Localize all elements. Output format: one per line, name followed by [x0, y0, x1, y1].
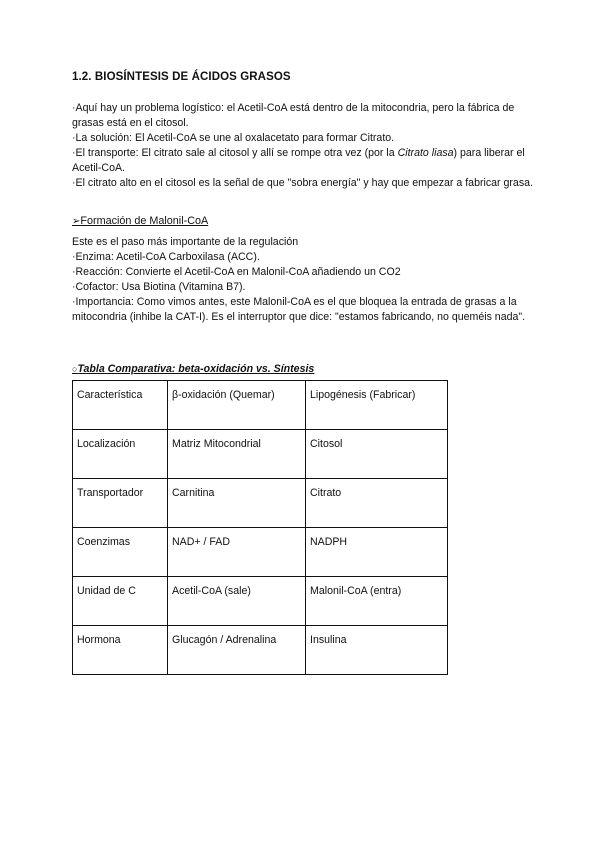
table-cell: Lipogénesis (Fabricar): [306, 381, 448, 430]
table-cell: Transportador: [73, 479, 168, 528]
malonil-line: Este es el paso más importante de la regulación: [72, 236, 299, 248]
malonil-line: ·Reacción: Convierte el Acetil-CoA en Malonil-CoA añadiendo un CO2: [72, 266, 401, 278]
malonil-line: ·Enzima: Acetil-CoA Carboxilasa (ACC).: [72, 251, 260, 263]
table-cell: Hormona: [73, 626, 168, 675]
intro-line: ·Aquí hay un problema logístico: el Acetil-CoA está dentro de la mitocondria, pero la fábrica de grasas está en el citosol.: [72, 102, 515, 129]
table-title-text: Tabla Comparativa: beta-oxidación vs. Síntesis: [77, 363, 315, 375]
intro-line: ·La solución: El Acetil-CoA se une al oxalacetato para formar Citrato.: [72, 132, 395, 144]
table-cell: Glucagón / Adrenalina: [168, 626, 306, 675]
malonil-line: ·Importancia: Como vimos antes, este Malonil-CoA es el que bloquea la entrada de grasas a la mitocondria (inhibe la CAT-I). Es el interruptor que dice: "estamos fabricando, no queméis nada".: [72, 296, 526, 323]
table-cell: Característica: [73, 381, 168, 430]
table-cell: Citrato: [306, 479, 448, 528]
table-cell: Coenzimas: [73, 528, 168, 577]
intro-line: ·El citrato alto en el citosol es la señal de que "sobra energía" y hay que empezar a fabricar grasa.: [72, 177, 533, 189]
malonil-title: Formación de Malonil-CoA: [80, 215, 209, 227]
transport-text: ·El transporte: El citrato sale al citosol y allí se rompe otra vez (por la: [72, 147, 398, 159]
arrow-icon: ➢: [72, 216, 81, 227]
table-cell: NADPH: [306, 528, 448, 577]
table-cell: Unidad de C: [73, 577, 168, 626]
table-cell: Insulina: [306, 626, 448, 675]
malonil-paragraph: [72, 235, 534, 325]
table-cell: Matriz Mitocondrial: [168, 430, 306, 479]
intro-paragraph: [72, 101, 534, 191]
table-header-row: [73, 381, 448, 430]
comparison-table: [72, 380, 448, 675]
table-cell: Acetil-CoA (sale): [168, 577, 306, 626]
table-row: [73, 430, 448, 479]
table-cell: Citosol: [306, 430, 448, 479]
table-cell: Carnitina: [168, 479, 306, 528]
table-row: [73, 626, 448, 675]
section-heading: 1.2. BIOSÍNTESIS DE ÁCIDOS GRASOS: [72, 71, 291, 83]
transport-tail: ) para liberar el Acetil-CoA.: [72, 147, 525, 174]
table-cell: Localización: [73, 430, 168, 479]
table-cell: NAD+ / FAD: [168, 528, 306, 577]
table-row: [73, 479, 448, 528]
table-cell: β-oxidación (Quemar): [168, 381, 306, 430]
circle-bullet-icon: ○: [72, 364, 78, 374]
malonil-subheading: [72, 215, 208, 227]
table-row: [73, 528, 448, 577]
malonil-line: ·Cofactor: Usa Biotina (Vitamina B7).: [72, 281, 246, 293]
table-row: [73, 577, 448, 626]
table-cell: Malonil-CoA (entra): [306, 577, 448, 626]
transport-enzyme: Citrato liasa: [397, 147, 454, 159]
intro-line-transport: [72, 146, 534, 176]
table-title: [72, 363, 314, 375]
